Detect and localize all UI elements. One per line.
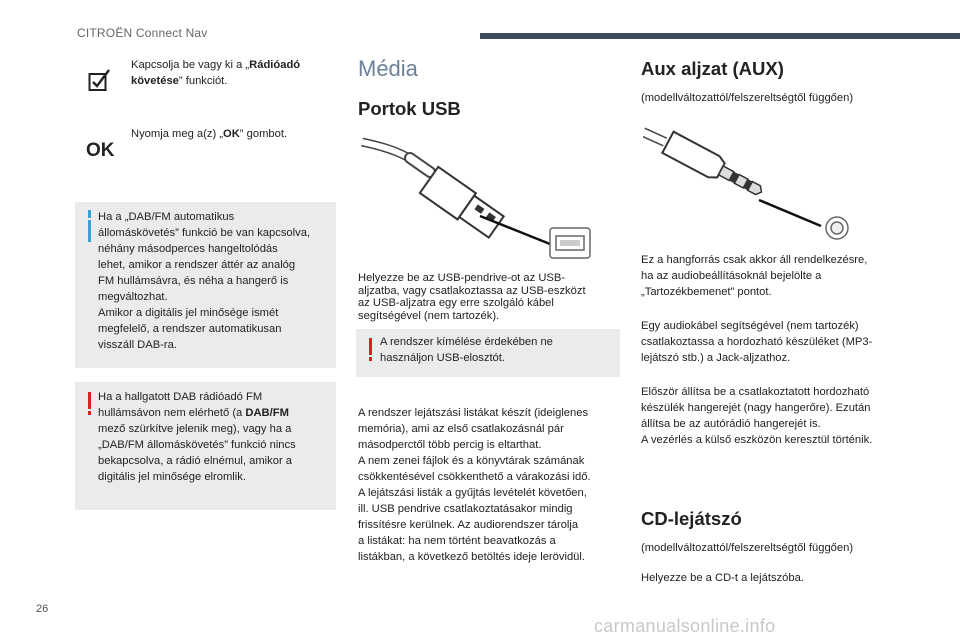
usb-warning-icon [369, 338, 372, 355]
cd-subtitle: (modellváltozattól/felszereltségtől függően) [641, 542, 854, 554]
usb-paragraph2: A rendszer lejátszási listákat készít (ideiglenes memória), ami az első csatlakozásnál pár másodperctől több percig is eltarthat. A nem zenei fájlok és a könyvtárak számának csökkentésével csökkenthető a várakozási idő. A lejátszási listák a gyűjtás levételét követően, ill. USB pendrive csatlakoztatásakor mindig frissítésre kerülnek. Az audiorendszer tárolja a listákat: ha nem történt beavatkozás a listákban, a következő betöltés ideje lerövidül. [358, 407, 591, 563]
warning-note-text: Ha a hallgatott DAB rádióadó FM hullámsávon nem elérhető (a DAB/FM mező szürkítve jelenik meg), vagy ha a „DAB/FM állomáskövetés” funkció nincs bekapcsolva, a rádió elnémul, amikor a digitális jel minősége elromlik. [98, 391, 296, 483]
header-title: CITROËN Connect Nav [77, 26, 208, 40]
watermark: carmanualsonline.info [594, 616, 776, 636]
aux-jack-illustration [643, 122, 853, 242]
usb-warning-icon-dot [369, 357, 372, 361]
cd-paragraph: Helyezze be a CD-t a lejátszóba. [641, 572, 804, 584]
info-note-text: Ha a „DAB/FM automatikus állomáskövetés” funkció be van kapcsolva, néhány másodperces hangeltolódás lehet, amikor a rendszer áttér az analóg FM hullámsávra, és néha a hangerő is megváltozhat. Amikor a digitális jel minősége ismét megfelelő, a rendszer automatikusan visszáll DAB-ra. [98, 211, 311, 351]
checkbox-icon [88, 67, 112, 93]
item2-text: Nyomja meg a(z) „OK” gombot. [131, 128, 288, 140]
header-bar [480, 33, 960, 39]
aux-paragraph3: Először állítsa be a csatlakoztatott hordozható készülék hangerejét (nagy hangerőre). Ezután állítsa be az autórádió hangerejét is. A vezérlés a külső eszközön keresztül történik. [641, 386, 873, 446]
usb-paragraph1: Helyezze be az USB-pendrive-ot az USB- aljzatba, vagy csatlakoztassa az USB-eszközt az USB-aljzatra egy erre szolgáló kábel segítségével (nem tartozék). [358, 272, 586, 322]
aux-paragraph2: Egy audiokábel segítségével (nem tartozék) csatlakoztassa a hordozható készüléket (MP3- lejátszó stb.) a Jack-aljzathoz. [641, 320, 873, 364]
ok-icon: OK [86, 140, 115, 161]
info-icon-bar [88, 220, 91, 242]
aux-subtitle: (modellváltozattól/felszereltségtől függően) [641, 92, 854, 104]
cd-title: CD-lejátszó [641, 508, 742, 529]
page-number: 26 [36, 603, 49, 615]
info-icon [88, 210, 91, 218]
aux-title: Aux aljzat (AUX) [641, 58, 784, 79]
warning-icon [88, 392, 91, 409]
usb-illustration [360, 132, 592, 260]
usb-title: Portok USB [358, 98, 461, 119]
usb-warning-text: A rendszer kímélése érdekében ne használjon USB-elosztót. [380, 336, 553, 364]
item1-text: Kapcsolja be vagy ki a „Rádióadó követése” funkciót. [131, 59, 301, 87]
aux-paragraph1: Ez a hangforrás csak akkor áll rendelkezésre, ha az audiobeállításoknál bejelölte a „Tartozékbemenet” pontot. [641, 254, 868, 298]
section-title: Média [358, 56, 418, 81]
warning-icon-dot [88, 411, 91, 415]
